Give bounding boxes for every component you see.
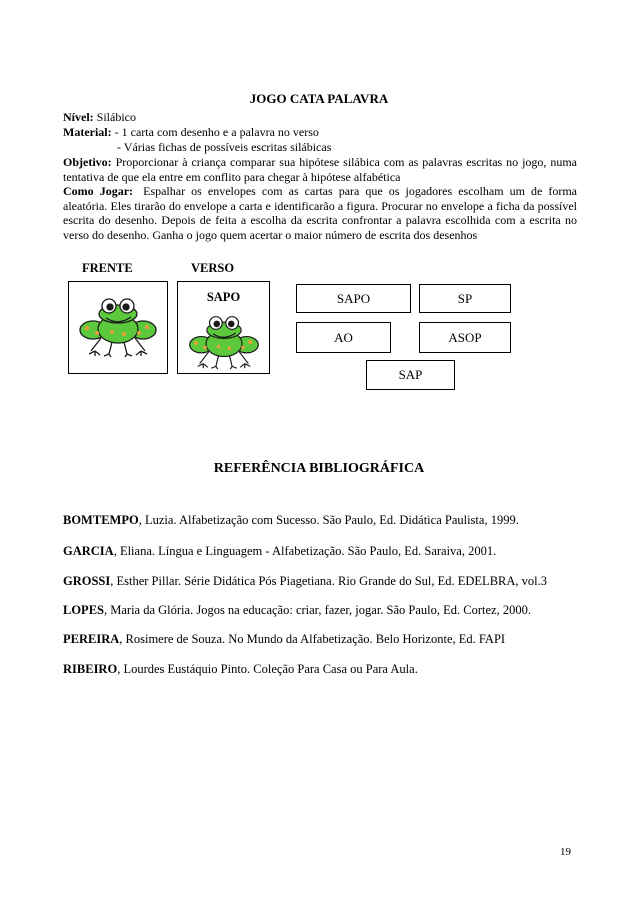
card-front — [68, 281, 168, 374]
reference-author: BOMTEMPO — [63, 513, 139, 527]
reference-text: , Esther Pillar. Série Didática Pós Piagetiana. Rio Grande do Sul, Ed. EDELBRA, vol.3 — [110, 574, 547, 588]
reference-item — [63, 632, 583, 647]
frente-label: FRENTE — [82, 261, 133, 275]
reference-author: LOPES — [63, 603, 104, 617]
word-card-sp: SP — [419, 284, 511, 313]
word-card-sap: SAP — [366, 360, 455, 390]
objetivo-text: Proporcionar à criança comparar sua hipótese silábica com as palavras escritas no jogo, numa tentativa de que ela entre em conflito para chegar à hipótese alfabética — [63, 155, 578, 184]
reference-author: GARCIA — [63, 544, 114, 558]
reference-text: , Lourdes Eustáquio Pinto. Coleção Para Casa ou Para Aula. — [117, 662, 418, 676]
objetivo-label: Objetivo: — [63, 155, 112, 169]
reference-item — [63, 603, 583, 618]
material-item-1: - 1 carta com desenho e a palavra no verso — [114, 125, 319, 139]
page-number: 19 — [560, 846, 571, 858]
reference-item — [63, 544, 583, 559]
verso-label: VERSO — [191, 261, 235, 275]
reference-author: GROSSI — [63, 574, 111, 588]
nivel-value: Silábico — [96, 110, 136, 124]
nivel-label: Nível: — [63, 110, 94, 124]
word-card-ao: AO — [296, 322, 391, 353]
material-item-2: - Várias fichas de possíveis escritas silábicas — [117, 140, 332, 154]
references-title: REFERÊNCIA BIBLIOGRÁFICA — [213, 461, 425, 476]
material-label: Material: — [63, 125, 112, 139]
card-back — [177, 281, 270, 374]
material-line — [63, 125, 577, 140]
reference-text: , Rosimere de Souza. No Mundo da Alfabetização. Belo Horizonte, Ed. FAPI — [119, 632, 506, 646]
page-title: JOGO CATA PALAVRA — [249, 91, 389, 106]
reference-text: , Eliana. Língua e Linguagem - Alfabetização. São Paulo, Ed. Saraiva, 2001. — [113, 544, 497, 558]
card-back-word: SAPO — [206, 290, 241, 304]
word-card-asop: ASOP — [419, 322, 511, 353]
objetivo-paragraph — [63, 155, 577, 184]
como-jogar-text: Espalhar os envelopes com as cartas para que os jogadores escolham um de forma aleatória. Eles tirarão do envelope a carta e identificarão a figura. Procurar no envelope a ficha da possível escrita do desenho. Depois de feita a escolha da escrita confrontar a palavra escolhida com a escrita no verso do desenho. Ganha o jogo quem acertar o maior número de escrita dos desenhos — [63, 184, 578, 242]
reference-text: , Maria da Glória. Jogos na educação: criar, fazer, jogar. São Paulo, Ed. Cortez, 2000. — [104, 603, 531, 617]
reference-item — [63, 662, 583, 677]
reference-item — [63, 513, 583, 528]
frog-icon — [79, 296, 157, 358]
reference-author: RIBEIRO — [63, 662, 118, 676]
frog-icon — [185, 314, 263, 370]
nivel-line — [63, 110, 577, 125]
word-card-sapo: SAPO — [296, 284, 411, 313]
como-jogar-label: Como Jogar: — [63, 184, 134, 198]
reference-item — [63, 574, 583, 589]
reference-text: , Luzia. Alfabetização com Sucesso. São Paulo, Ed. Didática Paulista, 1999. — [138, 513, 519, 527]
reference-author: PEREIRA — [63, 632, 120, 646]
como-jogar-paragraph — [63, 184, 577, 242]
